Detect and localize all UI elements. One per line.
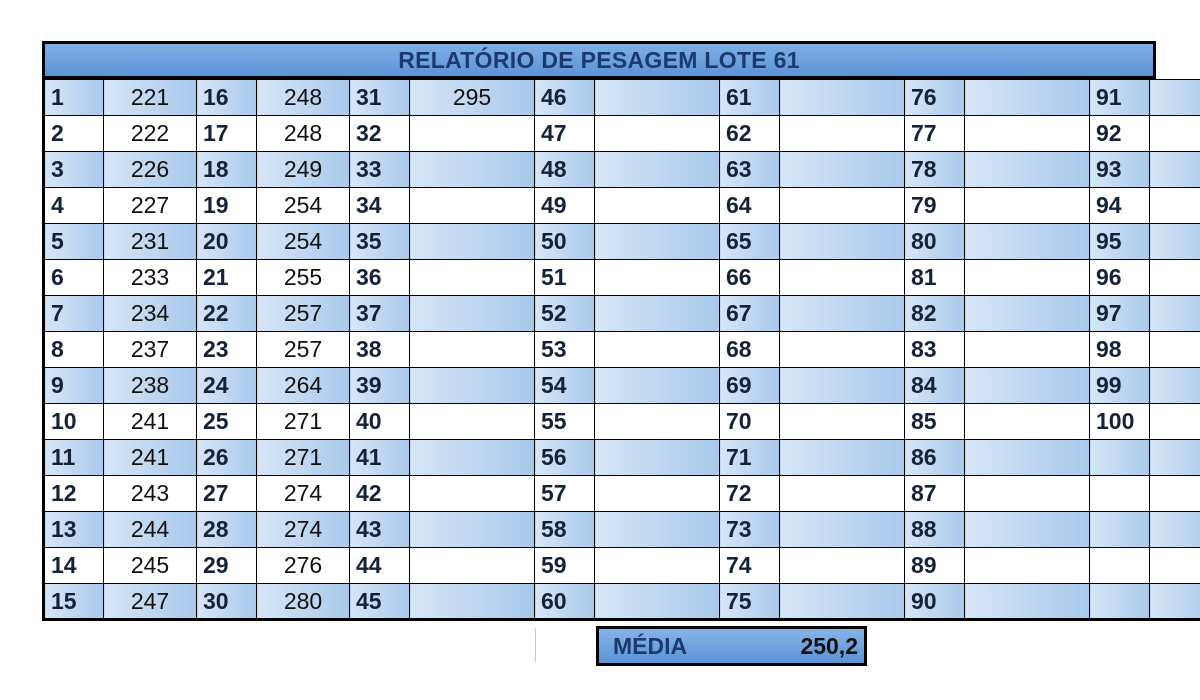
weight-value-cell xyxy=(410,440,535,476)
animal-number-cell: 51 xyxy=(535,260,595,296)
weight-value-cell xyxy=(410,404,535,440)
weight-value-cell xyxy=(965,584,1090,620)
animal-number-cell: 28 xyxy=(197,512,257,548)
weight-value-cell: 241 xyxy=(104,404,197,440)
animal-number-cell: 42 xyxy=(350,476,410,512)
table-row xyxy=(44,296,1200,332)
table-row xyxy=(44,476,1200,512)
animal-number-cell: 93 xyxy=(1090,152,1150,188)
animal-number-cell: 95 xyxy=(1090,224,1150,260)
animal-number-cell: 63 xyxy=(720,152,780,188)
weight-value-cell: 247 xyxy=(104,584,197,620)
animal-number-cell: 24 xyxy=(197,368,257,404)
weight-value-cell: 248 xyxy=(257,80,350,116)
weight-value-cell: 248 xyxy=(257,116,350,152)
animal-number-cell: 32 xyxy=(350,116,410,152)
animal-number-cell: 68 xyxy=(720,332,780,368)
table-row xyxy=(44,188,1200,224)
animal-number-cell: 21 xyxy=(197,260,257,296)
weight-value-cell xyxy=(780,404,905,440)
table-row xyxy=(44,224,1200,260)
animal-number-cell: 33 xyxy=(350,152,410,188)
table-row xyxy=(44,368,1200,404)
animal-number-cell: 55 xyxy=(535,404,595,440)
animal-number-cell: 30 xyxy=(197,584,257,620)
weight-value-cell xyxy=(595,152,720,188)
weight-value-cell xyxy=(595,80,720,116)
animal-number-cell xyxy=(1090,584,1150,620)
weight-value-cell xyxy=(595,188,720,224)
animal-number-cell: 74 xyxy=(720,548,780,584)
weight-value-cell: 234 xyxy=(104,296,197,332)
animal-number-cell: 31 xyxy=(350,80,410,116)
animal-number-cell: 99 xyxy=(1090,368,1150,404)
weight-value-cell xyxy=(780,152,905,188)
animal-number-cell: 19 xyxy=(197,188,257,224)
weight-value-cell xyxy=(1150,512,1200,548)
weight-value-cell: 254 xyxy=(257,188,350,224)
weight-value-cell xyxy=(780,224,905,260)
animal-number-cell: 83 xyxy=(905,332,965,368)
animal-number-cell: 75 xyxy=(720,584,780,620)
weight-value-cell xyxy=(1150,584,1200,620)
weights-table xyxy=(42,79,1200,621)
weight-value-cell xyxy=(595,476,720,512)
weight-value-cell: 241 xyxy=(104,440,197,476)
weight-value-cell: 238 xyxy=(104,368,197,404)
animal-number-cell: 16 xyxy=(197,80,257,116)
weight-value-cell xyxy=(780,548,905,584)
animal-number-cell: 37 xyxy=(350,296,410,332)
animal-number-cell: 36 xyxy=(350,260,410,296)
weight-value-cell xyxy=(595,368,720,404)
animal-number-cell: 50 xyxy=(535,224,595,260)
animal-number-cell: 2 xyxy=(44,116,104,152)
animal-number-cell: 20 xyxy=(197,224,257,260)
animal-number-cell: 18 xyxy=(197,152,257,188)
animal-number-cell: 54 xyxy=(535,368,595,404)
weight-value-cell xyxy=(410,332,535,368)
animal-number-cell: 40 xyxy=(350,404,410,440)
weight-value-cell: 257 xyxy=(257,296,350,332)
weight-value-cell xyxy=(1150,260,1200,296)
table-row xyxy=(44,440,1200,476)
animal-number-cell: 41 xyxy=(350,440,410,476)
animal-number-cell: 9 xyxy=(44,368,104,404)
weight-value-cell: 271 xyxy=(257,404,350,440)
animal-number-cell: 84 xyxy=(905,368,965,404)
weight-value-cell xyxy=(780,440,905,476)
animal-number-cell: 60 xyxy=(535,584,595,620)
animal-number-cell: 66 xyxy=(720,260,780,296)
animal-number-cell: 26 xyxy=(197,440,257,476)
animal-number-cell: 56 xyxy=(535,440,595,476)
animal-number-cell: 29 xyxy=(197,548,257,584)
weight-value-cell xyxy=(410,584,535,620)
weight-value-cell: 254 xyxy=(257,224,350,260)
weight-value-cell xyxy=(1150,80,1200,116)
animal-number-cell: 15 xyxy=(44,584,104,620)
weight-value-cell xyxy=(410,224,535,260)
weight-value-cell xyxy=(1150,332,1200,368)
weight-value-cell: 231 xyxy=(104,224,197,260)
animal-number-cell: 52 xyxy=(535,296,595,332)
animal-number-cell: 12 xyxy=(44,476,104,512)
animal-number-cell: 13 xyxy=(44,512,104,548)
weight-value-cell xyxy=(410,368,535,404)
table-row xyxy=(44,116,1200,152)
animal-number-cell: 94 xyxy=(1090,188,1150,224)
weight-value-cell: 226 xyxy=(104,152,197,188)
animal-number-cell: 38 xyxy=(350,332,410,368)
weight-value-cell: 227 xyxy=(104,188,197,224)
weight-value-cell xyxy=(410,260,535,296)
weight-value-cell xyxy=(780,476,905,512)
weight-value-cell xyxy=(595,332,720,368)
weight-value-cell xyxy=(965,404,1090,440)
weight-value-cell xyxy=(410,152,535,188)
weight-value-cell: 271 xyxy=(257,440,350,476)
weight-value-cell xyxy=(410,476,535,512)
animal-number-cell: 43 xyxy=(350,512,410,548)
weight-value-cell xyxy=(410,512,535,548)
weight-value-cell xyxy=(965,80,1090,116)
weight-value-cell xyxy=(780,116,905,152)
weight-value-cell: 274 xyxy=(257,476,350,512)
animal-number-cell: 72 xyxy=(720,476,780,512)
animal-number-cell: 11 xyxy=(44,440,104,476)
weight-value-cell: 237 xyxy=(104,332,197,368)
animal-number-cell xyxy=(1090,548,1150,584)
weight-value-cell xyxy=(1150,548,1200,584)
weight-value-cell xyxy=(965,224,1090,260)
animal-number-cell: 1 xyxy=(44,80,104,116)
animal-number-cell: 98 xyxy=(1090,332,1150,368)
weight-value-cell xyxy=(1150,440,1200,476)
weight-value-cell: 233 xyxy=(104,260,197,296)
animal-number-cell: 65 xyxy=(720,224,780,260)
weight-value-cell xyxy=(595,584,720,620)
table-row xyxy=(44,584,1200,620)
animal-number-cell: 44 xyxy=(350,548,410,584)
weight-value-cell: 280 xyxy=(257,584,350,620)
animal-number-cell xyxy=(1090,440,1150,476)
weight-value-cell xyxy=(780,512,905,548)
weight-value-cell xyxy=(965,116,1090,152)
weight-value-cell: 276 xyxy=(257,548,350,584)
weight-value-cell xyxy=(1150,152,1200,188)
animal-number-cell: 69 xyxy=(720,368,780,404)
animal-number-cell: 39 xyxy=(350,368,410,404)
table-row xyxy=(44,260,1200,296)
weight-value-cell xyxy=(410,116,535,152)
animal-number-cell: 5 xyxy=(44,224,104,260)
weight-value-cell xyxy=(965,476,1090,512)
animal-number-cell: 48 xyxy=(535,152,595,188)
animal-number-cell: 58 xyxy=(535,512,595,548)
table-row xyxy=(44,548,1200,584)
animal-number-cell: 6 xyxy=(44,260,104,296)
animal-number-cell: 49 xyxy=(535,188,595,224)
animal-number-cell: 88 xyxy=(905,512,965,548)
weight-value-cell xyxy=(595,548,720,584)
table-row xyxy=(44,80,1200,116)
weight-value-cell xyxy=(595,116,720,152)
weight-value-cell xyxy=(965,152,1090,188)
animal-number-cell: 85 xyxy=(905,404,965,440)
animal-number-cell: 73 xyxy=(720,512,780,548)
animal-number-cell: 89 xyxy=(905,548,965,584)
animal-number-cell: 23 xyxy=(197,332,257,368)
weight-value-cell xyxy=(965,548,1090,584)
weight-value-cell xyxy=(595,404,720,440)
table-row xyxy=(44,152,1200,188)
weighing-report xyxy=(42,41,1156,621)
weight-value-cell xyxy=(780,368,905,404)
weight-value-cell: 264 xyxy=(257,368,350,404)
animal-number-cell: 81 xyxy=(905,260,965,296)
animal-number-cell: 67 xyxy=(720,296,780,332)
weight-value-cell xyxy=(780,332,905,368)
weight-value-cell: 245 xyxy=(104,548,197,584)
animal-number-cell: 82 xyxy=(905,296,965,332)
animal-number-cell: 10 xyxy=(44,404,104,440)
weight-value-cell xyxy=(595,260,720,296)
animal-number-cell: 46 xyxy=(535,80,595,116)
weight-value-cell xyxy=(595,224,720,260)
animal-number-cell: 22 xyxy=(197,296,257,332)
animal-number-cell: 79 xyxy=(905,188,965,224)
weight-value-cell xyxy=(1150,188,1200,224)
weight-value-cell xyxy=(1150,404,1200,440)
weight-value-cell xyxy=(965,332,1090,368)
weight-value-cell: 221 xyxy=(104,80,197,116)
animal-number-cell: 61 xyxy=(720,80,780,116)
animal-number-cell: 91 xyxy=(1090,80,1150,116)
animal-number-cell: 87 xyxy=(905,476,965,512)
weight-value-cell: 243 xyxy=(104,476,197,512)
animal-number-cell: 80 xyxy=(905,224,965,260)
weight-value-cell xyxy=(595,512,720,548)
weight-value-cell: 257 xyxy=(257,332,350,368)
weight-value-cell xyxy=(780,80,905,116)
weight-value-cell xyxy=(965,368,1090,404)
average-label: MÉDIA xyxy=(613,632,688,659)
weight-value-cell xyxy=(965,512,1090,548)
weight-value-cell: 274 xyxy=(257,512,350,548)
animal-number-cell: 27 xyxy=(197,476,257,512)
average-box xyxy=(596,626,867,666)
table-row xyxy=(44,332,1200,368)
animal-number-cell: 7 xyxy=(44,296,104,332)
animal-number-cell: 77 xyxy=(905,116,965,152)
weight-value-cell xyxy=(780,584,905,620)
animal-number-cell: 14 xyxy=(44,548,104,584)
weight-value-cell: 295 xyxy=(410,80,535,116)
animal-number-cell: 53 xyxy=(535,332,595,368)
weight-value-cell xyxy=(965,440,1090,476)
weight-value-cell xyxy=(965,260,1090,296)
animal-number-cell: 70 xyxy=(720,404,780,440)
animal-number-cell: 86 xyxy=(905,440,965,476)
animal-number-cell xyxy=(1090,512,1150,548)
animal-number-cell: 59 xyxy=(535,548,595,584)
weight-value-cell xyxy=(1150,224,1200,260)
animal-number-cell: 97 xyxy=(1090,296,1150,332)
animal-number-cell xyxy=(1090,476,1150,512)
animal-number-cell: 76 xyxy=(905,80,965,116)
weight-value-cell: 255 xyxy=(257,260,350,296)
weight-value-cell xyxy=(780,296,905,332)
animal-number-cell: 4 xyxy=(44,188,104,224)
animal-number-cell: 64 xyxy=(720,188,780,224)
weight-value-cell xyxy=(1150,116,1200,152)
weight-value-cell xyxy=(780,188,905,224)
weight-value-cell xyxy=(1150,368,1200,404)
weight-value-cell xyxy=(410,188,535,224)
weight-value-cell: 249 xyxy=(257,152,350,188)
weight-value-cell xyxy=(1150,476,1200,512)
animal-number-cell: 17 xyxy=(197,116,257,152)
weight-value-cell xyxy=(965,296,1090,332)
animal-number-cell: 71 xyxy=(720,440,780,476)
animal-number-cell: 96 xyxy=(1090,260,1150,296)
animal-number-cell: 35 xyxy=(350,224,410,260)
animal-number-cell: 90 xyxy=(905,584,965,620)
weight-value-cell xyxy=(780,260,905,296)
average-value: 250,2 xyxy=(800,632,858,659)
table-row xyxy=(44,404,1200,440)
weight-value-cell xyxy=(965,188,1090,224)
weight-value-cell: 244 xyxy=(104,512,197,548)
table-row xyxy=(44,512,1200,548)
animal-number-cell: 78 xyxy=(905,152,965,188)
animal-number-cell: 25 xyxy=(197,404,257,440)
animal-number-cell: 8 xyxy=(44,332,104,368)
weight-value-cell: 222 xyxy=(104,116,197,152)
animal-number-cell: 34 xyxy=(350,188,410,224)
animal-number-cell: 57 xyxy=(535,476,595,512)
animal-number-cell: 45 xyxy=(350,584,410,620)
divider-line xyxy=(535,628,536,662)
weight-value-cell xyxy=(410,548,535,584)
weight-value-cell xyxy=(595,296,720,332)
report-title: RELATÓRIO DE PESAGEM LOTE 61 xyxy=(42,41,1156,79)
animal-number-cell: 62 xyxy=(720,116,780,152)
animal-number-cell: 47 xyxy=(535,116,595,152)
animal-number-cell: 100 xyxy=(1090,404,1150,440)
weight-value-cell xyxy=(1150,296,1200,332)
weight-value-cell xyxy=(595,440,720,476)
weight-value-cell xyxy=(410,296,535,332)
animal-number-cell: 92 xyxy=(1090,116,1150,152)
animal-number-cell: 3 xyxy=(44,152,104,188)
